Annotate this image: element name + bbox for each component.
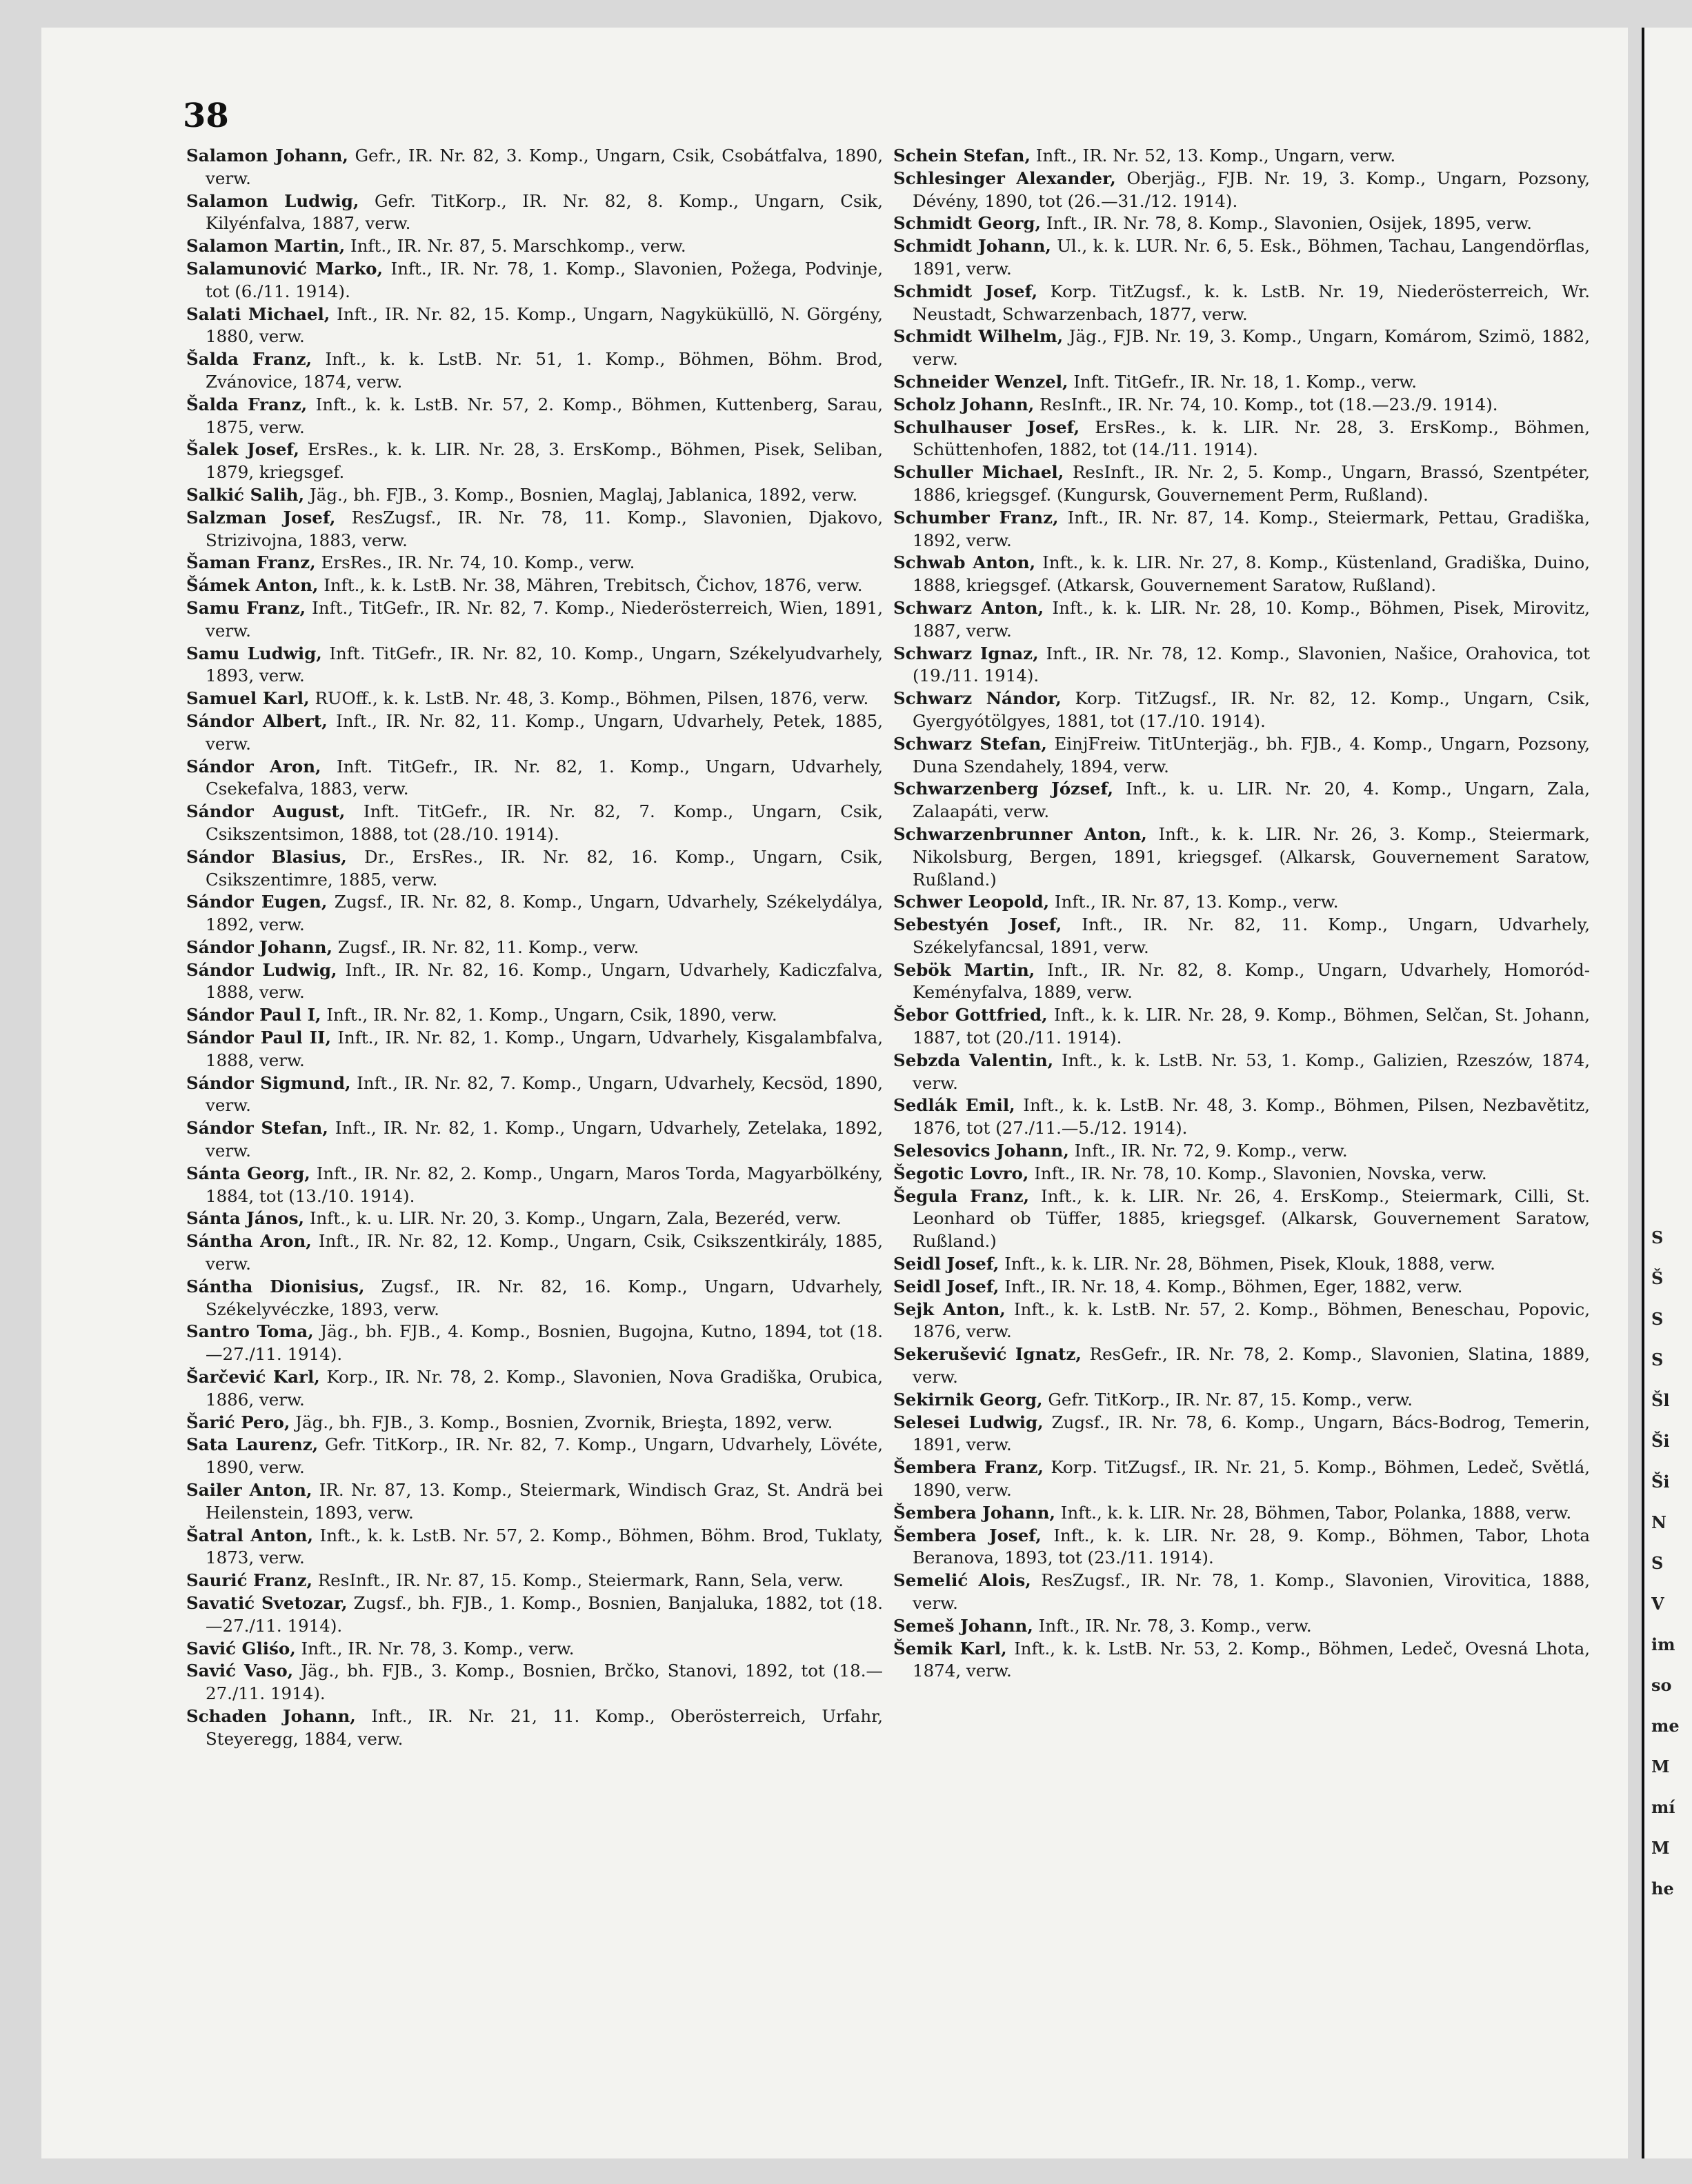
entry-details: Inft., k. k. LstB. Nr. 57, 2. Komp., Böhmen, Kuttenberg, Sarau, 1875, verw. <box>206 394 883 437</box>
register-entry <box>893 394 1590 417</box>
entry-details: Inft., k. k. LstB. Nr. 53, 2. Komp., Böhmen, Ledeč, Ovesná Lhota, 1874, verw. <box>913 1638 1590 1681</box>
register-entry <box>186 756 883 801</box>
entry-details: ResZugsf., IR. Nr. 78, 11. Komp., Slavonien, Djakovo, Strizivojna, 1883, verw. <box>206 507 883 550</box>
register-entry <box>893 891 1590 914</box>
entry-details: ResInft., IR. Nr. 74, 10. Komp., tot (18.—23./9. 1914). <box>1034 394 1498 414</box>
entry-name: Šembera Josef, <box>893 1525 1042 1545</box>
entry-details: Inft., IR. Nr. 78, 3. Komp., verw. <box>295 1638 575 1659</box>
register-entry <box>186 1638 883 1661</box>
entry-details: Korp. TitZugsf., IR. Nr. 21, 5. Komp., Böhmen, Ledeč, Světlá, 1890, verw. <box>913 1457 1590 1501</box>
entry-details: Inft. TitGefr., IR. Nr. 82, 1. Komp., Ungarn, Udvarhely, Csekefalva, 1883, verw. <box>206 756 883 799</box>
adjacent-page-fragment: so <box>1651 1675 1672 1695</box>
entry-name: Šalda Franz, <box>186 349 312 370</box>
entry-name: Sedlák Emil, <box>893 1095 1015 1116</box>
entry-name: Šaman Franz, <box>186 552 316 573</box>
entry-details: Inft., k. k. LIR. Nr. 28, Böhmen, Tabor, Polanka, 1888, verw. <box>1055 1502 1572 1523</box>
register-entry <box>186 235 883 258</box>
entry-name: Semelić Alois, <box>893 1570 1031 1591</box>
entry-name: Schwab Anton, <box>893 552 1036 573</box>
entry-details: Inft., IR. Nr. 21, 11. Komp., Oberösterreich, Urfahr, Steyeregg, 1884, verw. <box>206 1705 883 1749</box>
entry-details: Inft., IR. Nr. 82, 8. Komp., Ungarn, Udvarhely, Homoród-Keményfalva, 1889, verw. <box>913 959 1590 1003</box>
adjacent-page-fragment: mí <box>1651 1797 1675 1817</box>
entry-name: Schwarz Nándor, <box>893 688 1062 709</box>
adjacent-page-fragment: Ši <box>1651 1472 1670 1492</box>
entry-details: Inft., IR. Nr. 82, 15. Komp., Ungarn, Nagyküküllö, N. Görgény, 1880, verw. <box>206 303 883 347</box>
register-entry <box>893 552 1590 597</box>
register-entry <box>186 1434 883 1479</box>
entry-name: Sailer Anton, <box>186 1480 312 1501</box>
entry-name: Schmidt Josef, <box>893 281 1038 301</box>
register-entry <box>186 1117 883 1163</box>
entry-details: Inft., IR. Nr. 78, 3. Komp., verw. <box>1033 1615 1312 1636</box>
register-entry <box>186 597 883 643</box>
register-entry <box>893 1525 1590 1570</box>
register-entry <box>893 1050 1590 1095</box>
entry-name: Šalda Franz, <box>186 394 308 414</box>
entry-details: Inft., k. k. LIR. Nr. 28, Böhmen, Pisek, Klouk, 1888, verw. <box>999 1254 1495 1274</box>
register-entry <box>186 1004 883 1027</box>
entry-details: Inft., k. k. LstB. Nr. 57, 2. Komp., Böhmen, Böhm. Brod, Tuklaty, 1873, verw. <box>206 1525 883 1568</box>
entry-details: Inft., k. k. LstB. Nr. 57, 2. Komp., Böhmen, Beneschau, Popovic, 1876, verw. <box>913 1299 1590 1342</box>
entry-name: Schulhauser Josef, <box>893 417 1080 437</box>
register-entry <box>893 507 1590 552</box>
entry-name: Sándor Sigmund, <box>186 1072 351 1093</box>
adjacent-page-fragment: S <box>1651 1553 1664 1573</box>
adjacent-page-fragment: he <box>1651 1879 1674 1899</box>
entry-details: Inft., k. k. LstB. Nr. 51, 1. Komp., Böhmen, Böhm. Brod, Zvánovice, 1874, verw. <box>206 349 883 392</box>
adjacent-page-fragment: me <box>1651 1716 1680 1736</box>
entry-name: Sándor August, <box>186 801 346 822</box>
entry-details: Zugsf., IR. Nr. 82, 8. Komp., Ungarn, Udvarhely, Székelydálya, 1892, verw. <box>206 892 883 935</box>
entry-details: Inft., k. k. LIR. Nr. 28, 9. Komp., Böhmen, Tabor, Lhota Beranova, 1893, tot (23./11. 1914). <box>913 1525 1590 1568</box>
entry-name: Sándor Ludwig, <box>186 959 337 980</box>
register-entry <box>186 439 883 484</box>
entry-name: Schaden Johann, <box>186 1705 356 1726</box>
adjacent-page-fragment: Š <box>1651 1268 1664 1288</box>
register-entry <box>893 461 1590 507</box>
register-entry <box>186 891 883 936</box>
register-entry <box>186 1525 883 1570</box>
entry-name: Salamon Johann, <box>186 146 348 166</box>
entry-details: Jäg., bh. FJB., 4. Komp., Bosnien, Bugojna, Kutno, 1894, tot (18.—27./11. 1914). <box>206 1321 883 1365</box>
entry-name: Seidl Josef, <box>893 1276 999 1296</box>
register-entry <box>893 1502 1590 1525</box>
entry-name: Schmidt Johann, <box>893 236 1051 257</box>
entry-details: Inft., k. u. LIR. Nr. 20, 3. Komp., Ungarn, Zala, Bezeréd, verw. <box>304 1208 842 1229</box>
entry-details: Inft., k. u. LIR. Nr. 20, 4. Komp., Ungarn, Zala, Zalaapáti, verw. <box>913 779 1590 822</box>
entry-name: Šalek Josef, <box>186 439 299 460</box>
register-entry <box>186 1027 883 1072</box>
entry-name: Santro Toma, <box>186 1321 314 1342</box>
register-entry <box>893 1615 1590 1638</box>
register-entry <box>186 1321 883 1366</box>
entry-name: Samuel Karl, <box>186 688 310 709</box>
adjacent-page-fragment: im <box>1651 1634 1675 1654</box>
adjacent-page-fragment: M <box>1651 1838 1670 1858</box>
entry-details: Inft., IR. Nr. 82, 1. Komp., Ungarn, Csik, 1890, verw. <box>321 1005 777 1025</box>
register-entry <box>893 145 1590 168</box>
entry-details: Inft., TitGefr., IR. Nr. 82, 7. Komp., Niederösterreich, Wien, 1891, verw. <box>206 597 883 641</box>
adjacent-page-fragment: M <box>1651 1756 1670 1776</box>
entry-details: Zugsf., bh. FJB., 1. Komp., Bosnien, Banjaluka, 1882, tot (18.—27./11. 1914). <box>206 1593 883 1636</box>
entry-name: Sándor Eugen, <box>186 892 328 912</box>
entry-name: Šarčević Karl, <box>186 1367 320 1387</box>
entry-name: Savić Vaso, <box>186 1661 294 1681</box>
entry-name: Sánta János, <box>186 1208 305 1229</box>
entry-name: Schumber Franz, <box>893 507 1059 528</box>
entry-name: Schwarz Stefan, <box>893 733 1047 754</box>
register-entry <box>893 235 1590 281</box>
entry-name: Sebestyén Josef, <box>893 914 1062 935</box>
entry-details: Inft. TitGefr., IR. Nr. 82, 7. Komp., Ungarn, Csik, Csikszentsimon, 1888, tot (28./10. 1914). <box>206 801 883 844</box>
entry-details: Zugsf., IR. Nr. 78, 6. Komp., Ungarn, Bács-Bodrog, Temerin, 1891, verw. <box>913 1412 1590 1455</box>
entry-details: Inft., k. k. LstB. Nr. 38, Mähren, Trebitsch, Čichov, 1876, verw. <box>318 575 863 596</box>
register-entry <box>186 484 883 507</box>
entry-details: Inft., k. k. LstB. Nr. 53, 1. Komp., Galizien, Rzeszów, 1874, verw. <box>913 1050 1590 1093</box>
entry-details: Inft., IR. Nr. 82, 12. Komp., Ungarn, Csik, Csikszentkirály, 1885, verw. <box>206 1231 883 1274</box>
entry-name: Šatral Anton, <box>186 1525 314 1545</box>
entry-details: Korp. TitZugsf., k. k. LstB. Nr. 19, Niederösterreich, Wr. Neustadt, Schwarzenbach, 1877, verw. <box>913 281 1590 324</box>
entry-name: Šámek Anton, <box>186 575 319 596</box>
entry-details: IR. Nr. 87, 13. Komp., Steiermark, Windisch Graz, St. Andrä bei Heilenstein, 1893, verw. <box>206 1480 883 1523</box>
entry-details: Inft. TitGefr., IR. Nr. 18, 1. Komp., verw. <box>1068 371 1417 392</box>
register-entry <box>186 145 883 190</box>
entry-details: Ul., k. k. LUR. Nr. 6, 5. Esk., Böhmen, Tachau, Langendörflas, 1891, verw. <box>913 236 1590 279</box>
entry-name: Savić Gliśo, <box>186 1638 296 1659</box>
entry-details: Inft., IR. Nr. 87, 5. Marschkomp., verw. <box>345 236 686 257</box>
entry-name: Sántha Aron, <box>186 1231 312 1252</box>
register-entry <box>186 959 883 1005</box>
register-entry <box>186 1660 883 1705</box>
register-entry <box>186 846 883 892</box>
register-entry <box>186 303 883 349</box>
entry-name: Sekirnik Georg, <box>893 1389 1043 1410</box>
register-entry <box>186 1705 883 1751</box>
entry-details: Korp. TitZugsf., IR. Nr. 82, 12. Komp., Ungarn, Csik, Gyergyótölgyes, 1881, tot (17./10. 1914). <box>913 688 1590 731</box>
register-entry <box>893 597 1590 643</box>
register-entry <box>186 1208 883 1230</box>
entry-name: Samu Ludwig, <box>186 643 322 663</box>
entry-details: ResGefr., IR. Nr. 78, 2. Komp., Slavonien, Slatina, 1889, verw. <box>913 1344 1590 1387</box>
right-column <box>893 145 1590 1683</box>
entry-details: EinjFreiw. TitUnterjäg., bh. FJB., 4. Komp., Ungarn, Pozsony, Duna Szendahely, 1894, verw. <box>913 733 1590 777</box>
register-entry <box>893 1389 1590 1412</box>
entry-details: Inft., IR. Nr. 72, 9. Komp., verw. <box>1068 1141 1348 1161</box>
entry-name: Schwer Leopold, <box>893 892 1050 912</box>
register-entry <box>186 936 883 959</box>
register-entry <box>893 371 1590 394</box>
adjacent-page-fragment: Ši <box>1651 1431 1670 1451</box>
entry-details: Gefr. TitKorp., IR. Nr. 87, 15. Komp., verw. <box>1042 1389 1413 1410</box>
entry-name: Salkić Salih, <box>186 484 305 505</box>
entry-details: Inft. TitGefr., IR. Nr. 82, 10. Komp., Ungarn, Székelyudvarhely, 1893, verw. <box>206 643 883 686</box>
register-entry <box>186 258 883 303</box>
register-entry <box>893 1140 1590 1163</box>
entry-name: Sándor Albert, <box>186 710 328 731</box>
entry-name: Šemik Karl, <box>893 1638 1007 1659</box>
entry-details: Inft., IR. Nr. 78, 1. Komp., Slavonien, Požega, Podvinje, tot (6./11. 1914). <box>206 258 883 301</box>
register-entry <box>186 710 883 756</box>
entry-details: Inft., IR. Nr. 78, 8. Komp., Slavonien, Osijek, 1895, verw. <box>1041 213 1533 234</box>
entry-details: Inft., IR. Nr. 82, 7. Komp., Ungarn, Udvarhely, Kecsöd, 1890, verw. <box>206 1072 883 1116</box>
register-entry <box>186 801 883 846</box>
entry-name: Salati Michael, <box>186 303 330 324</box>
entry-details: Inft., IR. Nr. 87, 13. Komp., verw. <box>1049 892 1339 912</box>
register-entry <box>893 1276 1590 1299</box>
entry-name: Schneider Wenzel, <box>893 371 1068 392</box>
register-entry <box>893 914 1590 959</box>
adjacent-page-strip <box>1642 28 1692 2158</box>
entry-details: Inft., IR. Nr. 82, 1. Komp., Ungarn, Udvarhely, Zetelaka, 1892, verw. <box>206 1118 883 1161</box>
register-entry <box>186 552 883 574</box>
register-entry <box>893 823 1590 891</box>
register-entry <box>893 1094 1590 1140</box>
entry-name: Sebzda Valentin, <box>893 1050 1054 1070</box>
entry-name: Schmidt Wilhelm, <box>893 326 1064 347</box>
entry-name: Schuller Michael, <box>893 462 1064 483</box>
entry-details: ErsRes., k. k. LIR. Nr. 28, 3. ErsKomp., Böhmen, Pisek, Seliban, 1879, kriegsgef. <box>206 439 883 483</box>
entry-name: Schwarzenberg József, <box>893 779 1113 799</box>
entry-name: Sántha Dionisius, <box>186 1276 365 1296</box>
entry-details: ResInft., IR. Nr. 87, 15. Komp., Steiermark, Rann, Sela, verw. <box>312 1570 844 1591</box>
entry-name: Selesei Ludwig, <box>893 1412 1044 1432</box>
register-entry <box>186 1570 883 1592</box>
register-entry <box>186 1276 883 1321</box>
entry-name: Sándor Stefan, <box>186 1118 328 1139</box>
register-entry <box>186 1412 883 1434</box>
entry-details: Inft., IR. Nr. 82, 1. Komp., Ungarn, Udvarhely, Kisgalambfalva, 1888, verw. <box>206 1028 883 1070</box>
entry-name: Šarić Pero, <box>186 1412 290 1432</box>
entry-details: Inft., k. k. LIR. Nr. 28, 9. Komp., Böhmen, Selčan, St. Johann, 1887, tot (20./11. 1914). <box>913 1005 1590 1048</box>
register-entry <box>893 281 1590 326</box>
entry-name: Salamon Martin, <box>186 236 346 257</box>
entry-details: Inft., IR. Nr. 82, 11. Komp., Ungarn, Udvarhely, Petek, 1885, verw. <box>206 710 883 754</box>
entry-details: Inft., IR. Nr. 18, 4. Komp., Böhmen, Eger, 1882, verw. <box>999 1276 1463 1296</box>
register-entry <box>186 688 883 710</box>
entry-details: Jäg., FJB. Nr. 19, 3. Komp., Ungarn, Komárom, Szimö, 1882, verw. <box>913 326 1590 370</box>
entry-name: Šegula Franz, <box>893 1185 1030 1206</box>
entry-name: Schwarz Ignaz, <box>893 643 1039 663</box>
entry-name: Salamon Ludwig, <box>186 190 359 211</box>
entry-details: ResZugsf., IR. Nr. 78, 1. Komp., Slavonien, Virovitica, 1888, verw. <box>913 1570 1590 1613</box>
register-entry <box>186 1366 883 1412</box>
entry-name: Schwarz Anton, <box>893 597 1044 618</box>
register-entry <box>893 643 1590 688</box>
entry-details: Inft., k. k. LIR. Nr. 26, 3. Komp., Steiermark, Nikolsburg, Bergen, 1891, kriegsgef. (Alkarsk, Gouvernement Saratow, Rußland.) <box>913 823 1590 890</box>
page-number: 38 <box>183 97 229 135</box>
register-entry <box>893 1456 1590 1502</box>
entry-details: Inft., IR. Nr. 82, 16. Komp., Ungarn, Udvarhely, Kadiczfalva, 1888, verw. <box>206 959 883 1003</box>
entry-name: Sebök Martin, <box>893 959 1035 980</box>
entry-details: RUOff., k. k. LstB. Nr. 48, 3. Komp., Böhmen, Pilsen, 1876, verw. <box>309 688 869 709</box>
register-entry <box>893 168 1590 213</box>
register-entry <box>893 733 1590 779</box>
entry-details: ErsRes., k. k. LIR. Nr. 28, 3. ErsKomp., Böhmen, Schüttenhofen, 1882, tot (14./11. 1914). <box>913 417 1590 460</box>
entry-details: Inft., k. k. LIR. Nr. 26, 4. ErsKomp., Steiermark, Cilli, St. Leonhard ob Tüffer, 1885, kriegsgef. (Alkarsk, Gouvernement Saratow, Rußland.) <box>913 1185 1590 1252</box>
register-entry <box>893 688 1590 733</box>
entry-name: Selesovics Johann, <box>893 1141 1069 1161</box>
entry-name: Šebor Gottfried, <box>893 1005 1048 1025</box>
register-entry <box>893 1638 1590 1683</box>
entry-name: Šembera Franz, <box>893 1457 1044 1478</box>
entry-name: Sándor Johann, <box>186 936 333 957</box>
register-entry <box>893 1570 1590 1615</box>
register-entry <box>893 1163 1590 1185</box>
adjacent-page-fragment: V <box>1651 1594 1664 1614</box>
register-entry <box>186 394 883 439</box>
register-entry <box>186 1592 883 1638</box>
entry-details: Gefr., IR. Nr. 82, 3. Komp., Ungarn, Csik, Csobátfalva, 1890, verw. <box>206 146 883 188</box>
entry-name: Saurić Franz, <box>186 1570 313 1591</box>
entry-details: Gefr. TitKorp., IR. Nr. 82, 8. Komp., Ungarn, Csik, Kilyénfalva, 1887, verw. <box>206 190 883 234</box>
register-entry <box>893 778 1590 823</box>
left-column <box>186 145 883 1751</box>
adjacent-page-fragment: S <box>1651 1350 1664 1370</box>
register-entry <box>893 1299 1590 1344</box>
adjacent-page-fragment: Šl <box>1651 1390 1670 1410</box>
entry-details: Inft., IR. Nr. 52, 13. Komp., Ungarn, verw. <box>1031 146 1396 166</box>
entry-name: Salzman Josef, <box>186 507 336 528</box>
entry-details: Inft., IR. Nr. 87, 14. Komp., Steiermark, Pettau, Gradiška, 1892, verw. <box>913 507 1590 550</box>
register-entry <box>893 212 1590 235</box>
entry-name: Semeš Johann, <box>893 1615 1033 1636</box>
entry-details: Korp., IR. Nr. 78, 2. Komp., Slavonien, Nova Gradiška, Orubica, 1886, verw. <box>206 1367 883 1410</box>
entry-name: Salamunović Marko, <box>186 258 384 279</box>
register-entry <box>186 507 883 552</box>
entry-name: Scholz Johann, <box>893 394 1035 414</box>
register-entry <box>186 1479 883 1525</box>
entry-details: Inft., IR. Nr. 82, 2. Komp., Ungarn, Maros Torda, Magyarbölkény, 1884, tot (13./10. 1914). <box>206 1163 883 1206</box>
entry-name: Sejk Anton, <box>893 1299 1006 1319</box>
entry-name: Schein Stefan, <box>893 146 1031 166</box>
entry-details: Oberjäg., FJB. Nr. 19, 3. Komp., Ungarn, Pozsony, Dévény, 1890, tot (26.—31./12. 1914). <box>913 168 1590 211</box>
entry-name: Schmidt Georg, <box>893 213 1042 234</box>
register-entry <box>186 1163 883 1208</box>
entry-details: Inft., k. k. LIR. Nr. 27, 8. Komp., Küstenland, Gradiška, Duino, 1888, kriegsgef. (Atkarsk, Gouvernement Saratow, Rußland). <box>913 552 1590 596</box>
register-entry <box>893 1253 1590 1276</box>
entry-details: Zugsf., IR. Nr. 82, 11. Komp., verw. <box>332 936 639 957</box>
entry-name: Sándor Paul II, <box>186 1028 332 1048</box>
adjacent-page-fragment: S <box>1651 1228 1664 1248</box>
entry-name: Sándor Blasius, <box>186 846 347 867</box>
entry-name: Schwarzenbrunner Anton, <box>893 823 1147 844</box>
register-entry <box>893 1185 1590 1253</box>
entry-details: Jäg., bh. FJB., 3. Komp., Bosnien, Maglaj, Jablanica, 1892, verw. <box>304 484 858 505</box>
entry-name: Sándor Aron, <box>186 756 321 777</box>
entry-details: Inft., IR. Nr. 78, 10. Komp., Slavonien, Novska, verw. <box>1028 1163 1487 1183</box>
register-entry <box>893 325 1590 371</box>
register-entry <box>893 1412 1590 1457</box>
register-entry <box>893 1004 1590 1050</box>
entry-name: Sekerušević Ignatz, <box>893 1344 1082 1365</box>
entry-details: Inft., k. k. LIR. Nr. 28, 10. Komp., Böhmen, Pisek, Mirovitz, 1887, verw. <box>913 597 1590 641</box>
entry-name: Seidl Josef, <box>893 1254 999 1274</box>
entry-name: Šembera Johann, <box>893 1502 1056 1523</box>
register-entry <box>186 1072 883 1118</box>
register-entry <box>186 190 883 236</box>
adjacent-page-fragment: S <box>1651 1309 1664 1329</box>
register-entry <box>893 1343 1590 1389</box>
entry-details: ErsRes., IR. Nr. 74, 10. Komp., verw. <box>315 552 635 573</box>
entry-name: Savatić Svetozar, <box>186 1593 348 1613</box>
register-entry <box>186 348 883 394</box>
entry-details: Inft., IR. Nr. 82, 11. Komp., Ungarn, Udvarhely, Székelyfancsal, 1891, verw. <box>913 914 1590 957</box>
entry-name: Šegotic Lovro, <box>893 1163 1029 1183</box>
entry-details: Dr., ErsRes., IR. Nr. 82, 16. Komp., Ungarn, Csik, Csikszentimre, 1885, verw. <box>206 846 883 890</box>
entry-name: Samu Franz, <box>186 597 306 618</box>
register-entry <box>186 643 883 688</box>
entry-details: Inft., k. k. LstB. Nr. 48, 3. Komp., Böhmen, Pilsen, Nezbavětitz, 1876, tot (27./11.—5./12. 1914). <box>913 1095 1590 1139</box>
adjacent-page-fragment: N <box>1651 1512 1666 1532</box>
register-entry <box>186 574 883 597</box>
entry-details: Gefr. TitKorp., IR. Nr. 82, 7. Komp., Ungarn, Udvarhely, Lövéte, 1890, verw. <box>206 1434 883 1478</box>
entry-name: Sándor Paul I, <box>186 1005 321 1025</box>
entry-name: Schlesinger Alexander, <box>893 168 1116 188</box>
entry-details: Zugsf., IR. Nr. 82, 16. Komp., Ungarn, Udvarhely, Székelyvéczke, 1893, verw. <box>206 1276 883 1319</box>
register-entry <box>186 1230 883 1276</box>
entry-name: Sánta Georg, <box>186 1163 310 1183</box>
entry-details: Jäg., bh. FJB., 3. Komp., Bosnien, Brčko, Stanovi, 1892, tot (18.—27./11. 1914). <box>206 1661 883 1704</box>
register-entry <box>893 959 1590 1005</box>
entry-details: Jäg., bh. FJB., 3. Komp., Bosnien, Zvornik, Brieşta, 1892, verw. <box>290 1412 833 1432</box>
entry-name: Sata Laurenz, <box>186 1434 319 1455</box>
entry-details: Inft., IR. Nr. 78, 12. Komp., Slavonien, Našice, Orahovica, tot (19./11. 1914). <box>913 643 1590 686</box>
entry-details: ResInft., IR. Nr. 2, 5. Komp., Ungarn, Brassó, Szentpéter, 1886, kriegsgef. (Kungursk, Gouvernement Perm, Rußland). <box>913 462 1590 505</box>
register-entry <box>893 417 1590 462</box>
